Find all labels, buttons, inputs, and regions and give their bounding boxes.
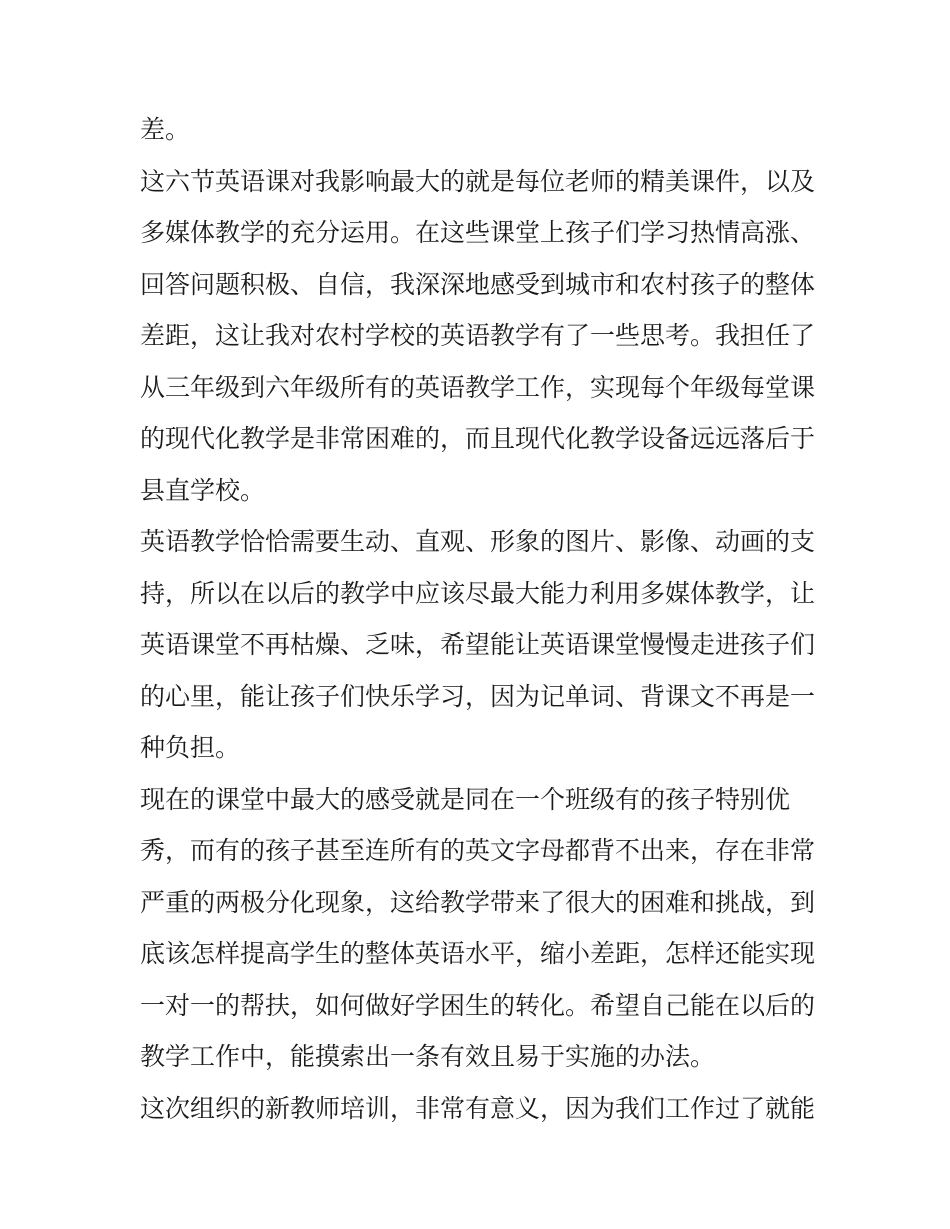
text-line: 多媒体教学的充分运用。在这些课堂上孩子们学习热情高涨、 — [140, 218, 816, 247]
text-line: 英语教学恰恰需要生动、直观、形象的图片、影像、动画的支 — [140, 527, 816, 556]
text-line: 从三年级到六年级所有的英语教学工作，实现每个年级每堂课 — [140, 372, 816, 402]
text-line: 差。 — [140, 115, 191, 144]
document-body — [140, 104, 820, 1134]
text-line: 县直学校。 — [140, 475, 266, 505]
text-line: 种负担。 — [140, 733, 241, 762]
text-line: 的心里，能让孩子们快乐学习，因为记单词、背课文不再是一 — [140, 681, 816, 711]
text-line: 的现代化教学是非常困难的，而且现代化教学设备远远落后于 — [140, 424, 816, 453]
text-line: 回答问题积极、自信，我深深地感受到城市和农村孩子的整体 — [140, 269, 816, 299]
text-line: 严重的两极分化现象，这给教学带来了很大的困难和挑战，到 — [140, 887, 816, 917]
text-line: 差距，这让我对农村学校的英语教学有了一些思考。我担任了 — [140, 321, 816, 350]
text-line: 英语课堂不再枯燥、乏味，希望能让英语课堂慢慢走进孩子们 — [140, 630, 816, 659]
text-line: 这六节英语课对我影响最大的就是每位老师的精美课件，以及 — [140, 166, 816, 196]
text-line: 教学工作中，能摸索出一条有效且易于实施的办法。 — [140, 1042, 716, 1071]
text-line: 持，所以在以后的教学中应该尽最大能力利用多媒体教学，让 — [140, 578, 816, 608]
text-line: 这次组织的新教师培训，非常有意义，因为我们工作过了就能 — [140, 1093, 816, 1123]
text-line: 一对一的帮扶，如何做好学困生的转化。希望自己能在以后的 — [140, 990, 816, 1020]
text-line: 秀，而有的孩子甚至连所有的英文字母都背不出来，存在非常 — [140, 836, 816, 865]
text-line: 现在的课堂中最大的感受就是同在一个班级有的孩子特别优 — [140, 784, 791, 814]
text-line: 底该怎样提高学生的整体英语水平，缩小差距，怎样还能实现 — [140, 939, 816, 968]
